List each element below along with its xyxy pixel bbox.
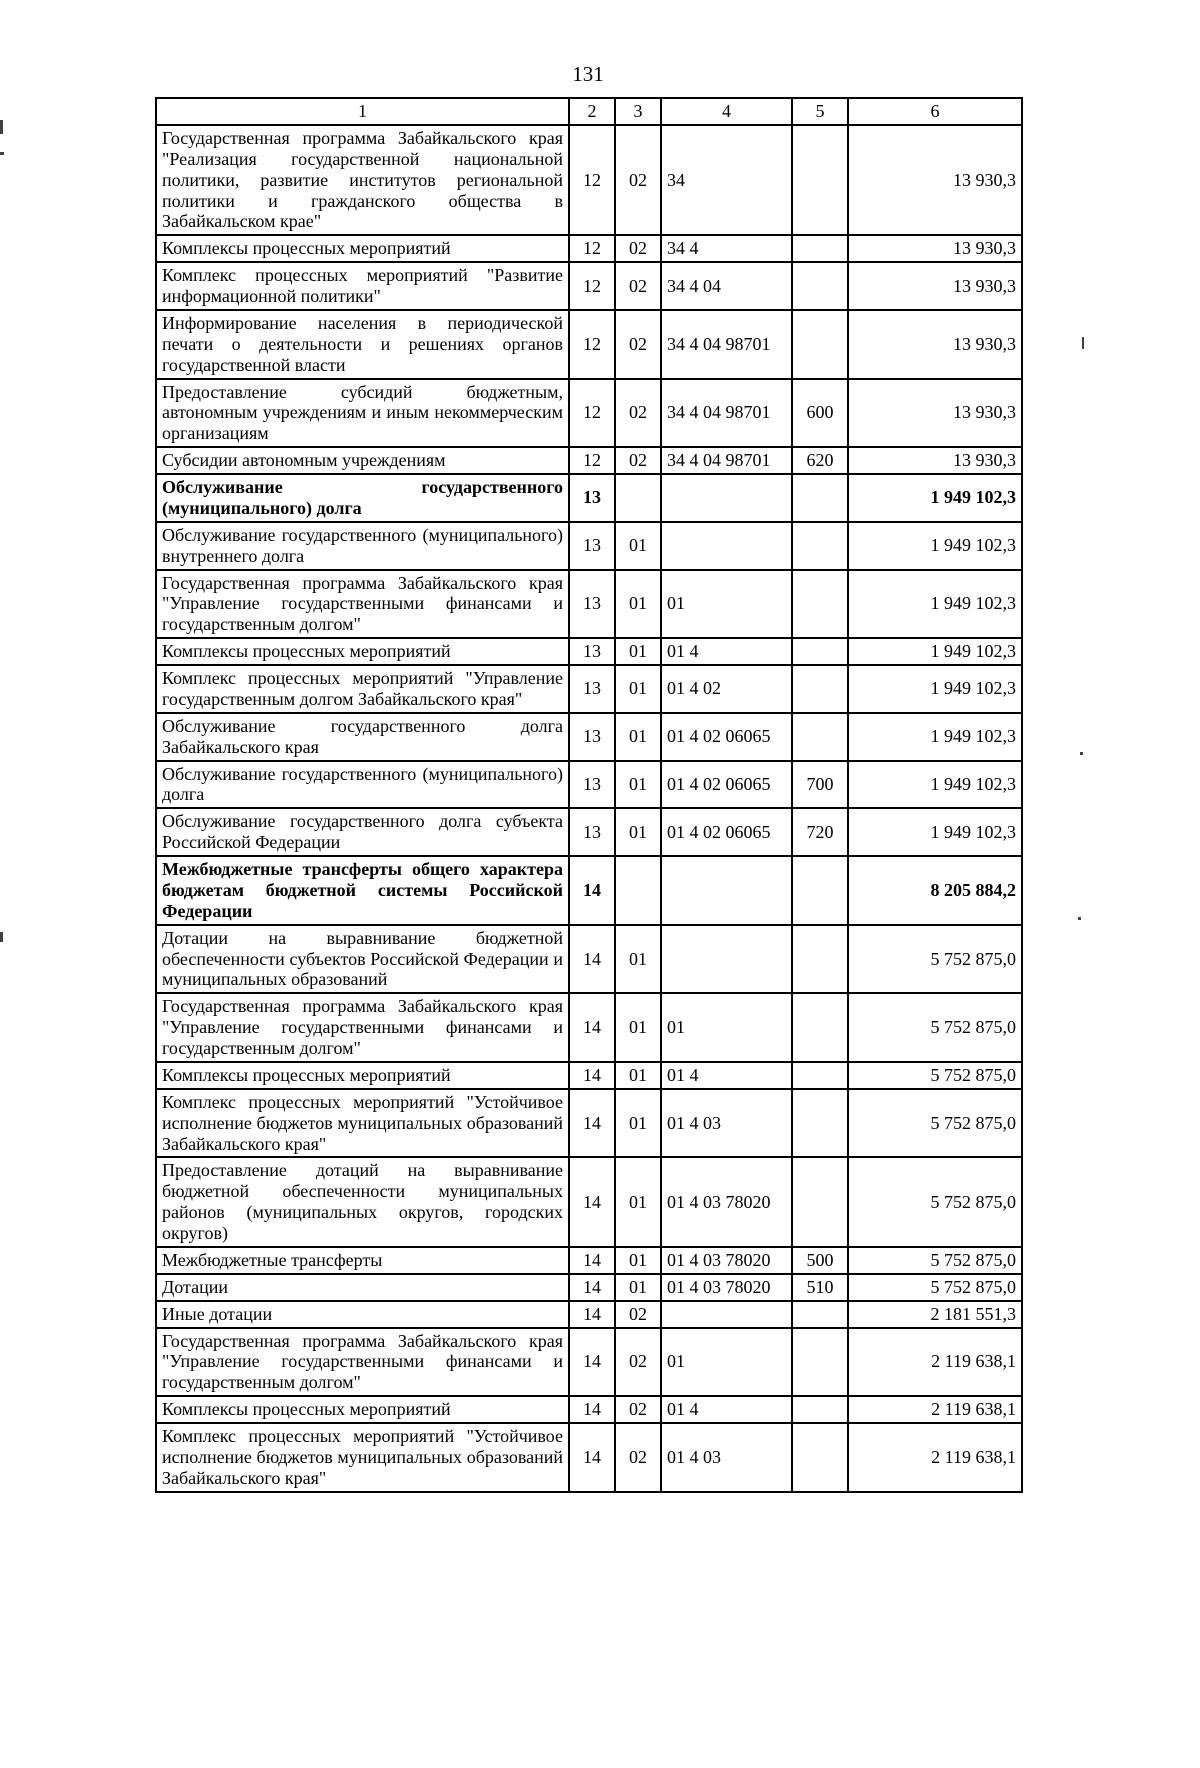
row-subsection-code: 02 bbox=[615, 1301, 661, 1328]
table-row bbox=[156, 310, 1022, 379]
row-subsection-code: 02 bbox=[615, 1423, 661, 1492]
row-expense-type-code bbox=[792, 570, 848, 639]
table-row bbox=[156, 1423, 1022, 1492]
row-subsection-code: 01 bbox=[615, 1089, 661, 1158]
row-amount: 1 949 102,3 bbox=[848, 713, 1022, 761]
row-amount: 1 949 102,3 bbox=[848, 761, 1022, 809]
row-amount: 13 930,3 bbox=[848, 125, 1022, 235]
row-label: Обслуживание государственного (муниципального) долга bbox=[156, 474, 569, 522]
row-label: Межбюджетные трансферты общего характера бюджетам бюджетной системы Российской Федерации bbox=[156, 856, 569, 925]
row-amount: 2 119 638,1 bbox=[848, 1423, 1022, 1492]
row-target-code: 01 bbox=[661, 570, 792, 639]
row-target-code: 01 4 03 78020 bbox=[661, 1274, 792, 1301]
row-subsection-code bbox=[615, 474, 661, 522]
row-amount: 13 930,3 bbox=[848, 235, 1022, 262]
row-expense-type-code bbox=[792, 1301, 848, 1328]
row-expense-type-code bbox=[792, 1062, 848, 1089]
scan-artifact bbox=[1080, 752, 1083, 755]
row-expense-type-code bbox=[792, 125, 848, 235]
row-label: Дотации bbox=[156, 1274, 569, 1301]
table-row bbox=[156, 125, 1022, 235]
row-target-code: 01 4 bbox=[661, 1396, 792, 1423]
row-amount: 1 949 102,3 bbox=[848, 474, 1022, 522]
table-row bbox=[156, 447, 1022, 474]
row-subsection-code: 01 bbox=[615, 925, 661, 994]
column-header: 4 bbox=[661, 98, 792, 125]
row-expense-type-code: 500 bbox=[792, 1247, 848, 1274]
row-subsection-code bbox=[615, 856, 661, 925]
row-target-code: 01 4 02 bbox=[661, 665, 792, 713]
row-subsection-code: 01 bbox=[615, 522, 661, 570]
row-label: Обслуживание государственного (муниципального) долга bbox=[156, 761, 569, 809]
table-row bbox=[156, 761, 1022, 809]
row-expense-type-code: 620 bbox=[792, 447, 848, 474]
table-row bbox=[156, 665, 1022, 713]
row-amount: 2 181 551,3 bbox=[848, 1301, 1022, 1328]
row-amount: 5 752 875,0 bbox=[848, 1157, 1022, 1247]
table-row bbox=[156, 1247, 1022, 1274]
row-section-code: 12 bbox=[569, 125, 615, 235]
row-section-code: 13 bbox=[569, 761, 615, 809]
row-amount: 2 119 638,1 bbox=[848, 1328, 1022, 1397]
row-target-code: 34 4 04 98701 bbox=[661, 379, 792, 448]
row-section-code: 14 bbox=[569, 856, 615, 925]
row-expense-type-code bbox=[792, 235, 848, 262]
row-label: Комплексы процессных мероприятий bbox=[156, 638, 569, 665]
row-label: Комплексы процессных мероприятий bbox=[156, 1396, 569, 1423]
row-label: Обслуживание государственного долга Забайкальского края bbox=[156, 713, 569, 761]
row-section-code: 13 bbox=[569, 665, 615, 713]
table-row bbox=[156, 856, 1022, 925]
row-section-code: 13 bbox=[569, 713, 615, 761]
scan-artifact bbox=[1082, 337, 1084, 349]
row-subsection-code: 02 bbox=[615, 125, 661, 235]
row-target-code: 01 4 03 78020 bbox=[661, 1247, 792, 1274]
row-section-code: 14 bbox=[569, 1089, 615, 1158]
row-label: Государственная программа Забайкальского края "Управление государственными финансами и государственным долгом" bbox=[156, 1328, 569, 1397]
column-header: 3 bbox=[615, 98, 661, 125]
row-section-code: 14 bbox=[569, 1247, 615, 1274]
table-row bbox=[156, 808, 1022, 856]
table-row bbox=[156, 379, 1022, 448]
column-header: 6 bbox=[848, 98, 1022, 125]
row-label: Обслуживание государственного (муниципального) внутреннего долга bbox=[156, 522, 569, 570]
budget-table bbox=[155, 97, 1023, 1493]
row-label: Комплекс процессных мероприятий "Управление государственным долгом Забайкальского края" bbox=[156, 665, 569, 713]
row-expense-type-code bbox=[792, 665, 848, 713]
row-section-code: 13 bbox=[569, 570, 615, 639]
row-target-code: 01 4 03 bbox=[661, 1089, 792, 1158]
row-label: Комплекс процессных мероприятий "Устойчивое исполнение бюджетов муниципальных образований Забайкальского края" bbox=[156, 1089, 569, 1158]
row-target-code: 01 4 03 bbox=[661, 1423, 792, 1492]
row-label: Субсидии автономным учреждениям bbox=[156, 447, 569, 474]
row-label: Иные дотации bbox=[156, 1301, 569, 1328]
row-amount: 5 752 875,0 bbox=[848, 925, 1022, 994]
row-section-code: 13 bbox=[569, 638, 615, 665]
row-amount: 8 205 884,2 bbox=[848, 856, 1022, 925]
row-amount: 13 930,3 bbox=[848, 447, 1022, 474]
table-row bbox=[156, 522, 1022, 570]
row-amount: 5 752 875,0 bbox=[848, 1089, 1022, 1158]
row-label: Государственная программа Забайкальского края "Реализация государственной национальной политики, развитие институтов региональной политики и гражданского общества в Забайкальском крае" bbox=[156, 125, 569, 235]
row-expense-type-code: 510 bbox=[792, 1274, 848, 1301]
table-row bbox=[156, 1089, 1022, 1158]
row-target-code: 34 4 bbox=[661, 235, 792, 262]
column-header: 2 bbox=[569, 98, 615, 125]
row-expense-type-code: 700 bbox=[792, 761, 848, 809]
row-amount: 13 930,3 bbox=[848, 310, 1022, 379]
row-label: Комплексы процессных мероприятий bbox=[156, 1062, 569, 1089]
table-row bbox=[156, 235, 1022, 262]
row-target-code: 34 bbox=[661, 125, 792, 235]
table-row bbox=[156, 570, 1022, 639]
table-row bbox=[156, 474, 1022, 522]
table-row bbox=[156, 262, 1022, 310]
row-target-code: 34 4 04 98701 bbox=[661, 310, 792, 379]
row-amount: 1 949 102,3 bbox=[848, 808, 1022, 856]
row-subsection-code: 02 bbox=[615, 235, 661, 262]
row-target-code: 01 4 02 06065 bbox=[661, 713, 792, 761]
row-amount: 13 930,3 bbox=[848, 379, 1022, 448]
document-page bbox=[0, 62, 1200, 1768]
row-amount: 5 752 875,0 bbox=[848, 1274, 1022, 1301]
row-expense-type-code bbox=[792, 925, 848, 994]
row-target-code: 01 4 bbox=[661, 638, 792, 665]
row-section-code: 14 bbox=[569, 1328, 615, 1397]
row-expense-type-code bbox=[792, 474, 848, 522]
row-amount: 5 752 875,0 bbox=[848, 1062, 1022, 1089]
row-expense-type-code bbox=[792, 522, 848, 570]
row-section-code: 12 bbox=[569, 310, 615, 379]
row-label: Предоставление субсидий бюджетным, автономным учреждениям и иным некоммерческим организациям bbox=[156, 379, 569, 448]
row-target-code: 01 4 02 06065 bbox=[661, 761, 792, 809]
row-subsection-code: 02 bbox=[615, 1328, 661, 1397]
row-section-code: 14 bbox=[569, 1157, 615, 1247]
row-expense-type-code bbox=[792, 1396, 848, 1423]
row-subsection-code: 02 bbox=[615, 310, 661, 379]
table-row bbox=[156, 1396, 1022, 1423]
row-subsection-code: 01 bbox=[615, 665, 661, 713]
row-section-code: 13 bbox=[569, 474, 615, 522]
row-section-code: 14 bbox=[569, 925, 615, 994]
row-section-code: 14 bbox=[569, 1274, 615, 1301]
row-expense-type-code bbox=[792, 1328, 848, 1397]
row-label: Комплекс процессных мероприятий "Развитие информационной политики" bbox=[156, 262, 569, 310]
row-subsection-code: 01 bbox=[615, 638, 661, 665]
row-expense-type-code bbox=[792, 638, 848, 665]
column-header: 5 bbox=[792, 98, 848, 125]
row-label: Дотации на выравнивание бюджетной обеспеченности субъектов Российской Федерации и муниципальных образований bbox=[156, 925, 569, 994]
row-subsection-code: 01 bbox=[615, 808, 661, 856]
row-label: Комплексы процессных мероприятий bbox=[156, 235, 569, 262]
row-section-code: 14 bbox=[569, 1396, 615, 1423]
row-expense-type-code bbox=[792, 1157, 848, 1247]
row-section-code: 14 bbox=[569, 1423, 615, 1492]
table-row bbox=[156, 1301, 1022, 1328]
row-label: Межбюджетные трансферты bbox=[156, 1247, 569, 1274]
table-row bbox=[156, 1274, 1022, 1301]
row-expense-type-code bbox=[792, 310, 848, 379]
row-subsection-code: 02 bbox=[615, 447, 661, 474]
row-expense-type-code bbox=[792, 262, 848, 310]
table-row bbox=[156, 638, 1022, 665]
row-subsection-code: 02 bbox=[615, 379, 661, 448]
scan-artifact bbox=[0, 932, 3, 942]
row-expense-type-code bbox=[792, 1089, 848, 1158]
row-label: Государственная программа Забайкальского края "Управление государственными финансами и государственным долгом" bbox=[156, 993, 569, 1062]
row-expense-type-code bbox=[792, 856, 848, 925]
row-subsection-code: 01 bbox=[615, 1157, 661, 1247]
row-expense-type-code bbox=[792, 993, 848, 1062]
row-label: Государственная программа Забайкальского края "Управление государственными финансами и государственным долгом" bbox=[156, 570, 569, 639]
row-label: Информирование населения в периодической печати о деятельности и решениях органов государственной власти bbox=[156, 310, 569, 379]
row-amount: 5 752 875,0 bbox=[848, 1247, 1022, 1274]
scan-artifact bbox=[0, 120, 3, 134]
row-target-code: 01 4 bbox=[661, 1062, 792, 1089]
row-expense-type-code bbox=[792, 713, 848, 761]
table-row bbox=[156, 1328, 1022, 1397]
table-row bbox=[156, 1062, 1022, 1089]
row-subsection-code: 01 bbox=[615, 1062, 661, 1089]
row-amount: 1 949 102,3 bbox=[848, 570, 1022, 639]
row-section-code: 12 bbox=[569, 235, 615, 262]
row-subsection-code: 01 bbox=[615, 570, 661, 639]
row-amount: 2 119 638,1 bbox=[848, 1396, 1022, 1423]
row-label: Обслуживание государственного долга субъекта Российской Федерации bbox=[156, 808, 569, 856]
row-subsection-code: 02 bbox=[615, 1396, 661, 1423]
budget-table-body bbox=[156, 98, 1022, 1492]
row-target-code bbox=[661, 474, 792, 522]
column-header: 1 bbox=[156, 98, 569, 125]
row-amount: 1 949 102,3 bbox=[848, 638, 1022, 665]
row-target-code: 01 4 02 06065 bbox=[661, 808, 792, 856]
row-target-code bbox=[661, 925, 792, 994]
table-header-row bbox=[156, 98, 1022, 125]
row-target-code: 01 bbox=[661, 1328, 792, 1397]
row-target-code bbox=[661, 1301, 792, 1328]
row-target-code: 34 4 04 98701 bbox=[661, 447, 792, 474]
row-target-code bbox=[661, 522, 792, 570]
row-target-code bbox=[661, 856, 792, 925]
row-section-code: 14 bbox=[569, 1062, 615, 1089]
row-target-code: 34 4 04 bbox=[661, 262, 792, 310]
row-expense-type-code: 720 bbox=[792, 808, 848, 856]
row-amount: 1 949 102,3 bbox=[848, 522, 1022, 570]
row-section-code: 13 bbox=[569, 808, 615, 856]
row-section-code: 14 bbox=[569, 993, 615, 1062]
row-amount: 13 930,3 bbox=[848, 262, 1022, 310]
row-expense-type-code bbox=[792, 1423, 848, 1492]
row-subsection-code: 01 bbox=[615, 1274, 661, 1301]
row-subsection-code: 01 bbox=[615, 761, 661, 809]
table-row bbox=[156, 1157, 1022, 1247]
row-section-code: 14 bbox=[569, 1301, 615, 1328]
row-section-code: 12 bbox=[569, 447, 615, 474]
scan-artifact bbox=[1078, 917, 1081, 920]
row-label: Предоставление дотаций на выравнивание бюджетной обеспеченности муниципальных районов (муниципальных округов, городских округов) bbox=[156, 1157, 569, 1247]
row-subsection-code: 01 bbox=[615, 1247, 661, 1274]
table-row bbox=[156, 925, 1022, 994]
row-subsection-code: 02 bbox=[615, 262, 661, 310]
row-amount: 5 752 875,0 bbox=[848, 993, 1022, 1062]
scan-artifact bbox=[0, 152, 4, 155]
row-target-code: 01 4 03 78020 bbox=[661, 1157, 792, 1247]
row-section-code: 12 bbox=[569, 379, 615, 448]
table-row bbox=[156, 993, 1022, 1062]
row-amount: 1 949 102,3 bbox=[848, 665, 1022, 713]
row-target-code: 01 bbox=[661, 993, 792, 1062]
row-expense-type-code: 600 bbox=[792, 379, 848, 448]
page-number: 131 bbox=[572, 62, 604, 86]
row-subsection-code: 01 bbox=[615, 993, 661, 1062]
row-subsection-code: 01 bbox=[615, 713, 661, 761]
table-row bbox=[156, 713, 1022, 761]
row-label: Комплекс процессных мероприятий "Устойчивое исполнение бюджетов муниципальных образований Забайкальского края" bbox=[156, 1423, 569, 1492]
row-section-code: 12 bbox=[569, 262, 615, 310]
row-section-code: 13 bbox=[569, 522, 615, 570]
